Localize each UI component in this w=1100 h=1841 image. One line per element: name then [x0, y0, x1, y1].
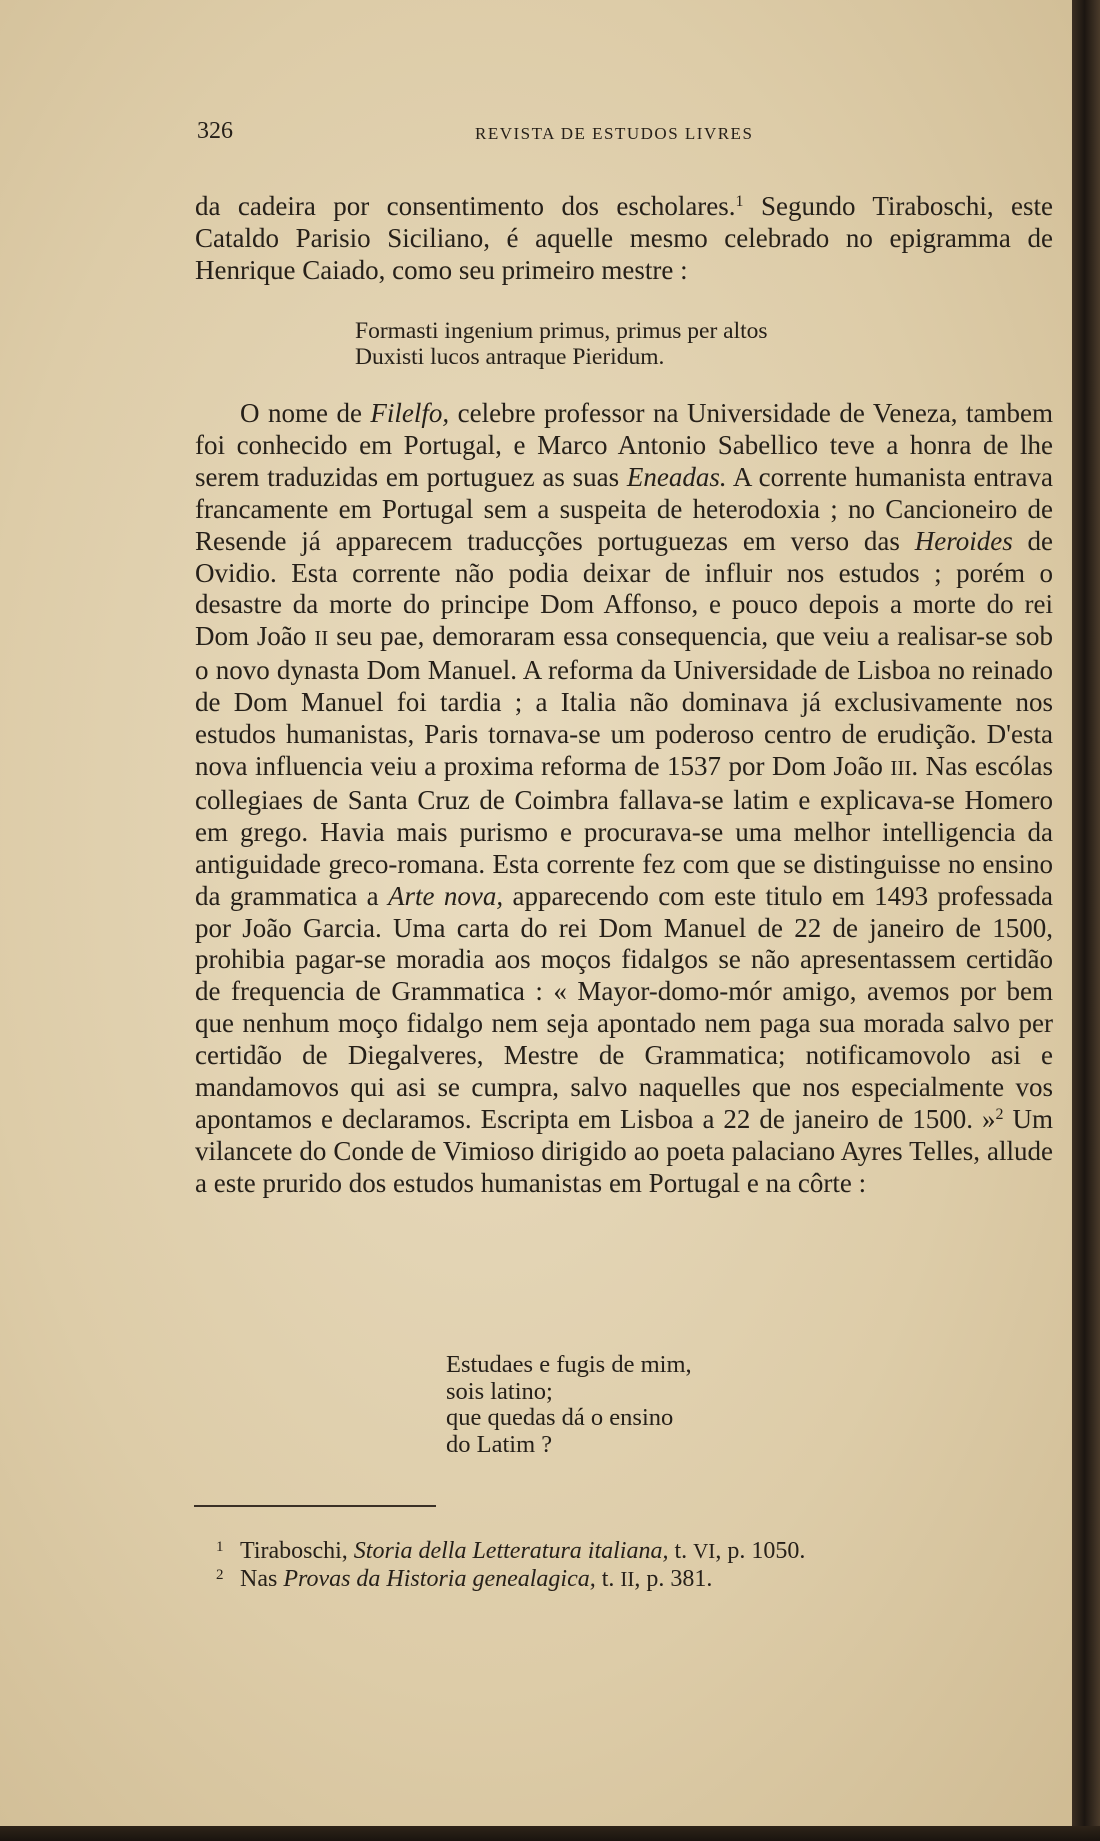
roman-numeral: II: [314, 626, 329, 651]
verse-line: do Latim ?: [446, 1430, 553, 1458]
latin-verse-quote: [355, 319, 768, 370]
footnote-mark: 2: [216, 1567, 224, 1583]
verse-line: sois latino;: [446, 1377, 553, 1405]
footnote-ref-1: 1: [735, 193, 744, 210]
verse-line: Formasti ingenium primus, primus per altos: [355, 318, 768, 344]
verse-line: Duxisti lucos antraque Pieridum.: [355, 343, 665, 370]
roman-numeral: III: [890, 755, 912, 780]
paragraph-1: da cadeira por consentimento dos escholares.$^1$ Segundo Tiraboschi, este Cataldo Parisio Siciliano, é aquelle mesmo celebrado no epigramma de Henrique Caiado, como seu primeiro mestre :: [195, 191, 1053, 285]
footnote-divider: [194, 1505, 436, 1507]
footnote-mark: 1: [216, 1539, 224, 1555]
footnote-2: 2 Nas Provas da Historia genealagica, t. II, p. 381.: [240, 1565, 805, 1593]
verse-line: Estudaes e fugis de mim,: [446, 1351, 692, 1378]
italic-arte-nova: Arte nova,: [388, 880, 504, 911]
vilancete-verse-quote: [446, 1352, 692, 1458]
book-binding-edge: [1072, 0, 1100, 1841]
italic-heroides: Heroides: [914, 525, 1013, 556]
paragraph-2: O nome de Filelfo, celebre professor na Universidade de Veneza, tambem foi conhecido em Portugal, e Marco Antonio Sabellico teve a honra de lhe serem traduzidas em portuguez as suas Eneadas. A corrente humanista entrava francamente em Portugal sem a suspeita de heterodoxia ; no Cancioneiro de Resende já apparecem traducções portuguezas em verso das Heroides de Ovidio. Esta corrente não podia deixar de influir nos estudos ; porém o desastre da morte do principe Dom Affonso, e pouco depois a morte do rei Dom João II seu pae, demoraram essa consequencia, que veiu a realisar-se sob o novo dynasta Dom Manuel. A reforma da Universidade de Lisboa no reinado de Dom Manuel foi tardia ; a Italia não dominava já exclusivamente nos estudos humanistas, Paris tornava-se um poderoso centro de erudição. D'esta nova influencia veiu a proxima reforma de 1537 por Dom João III. Nas escólas collegiaes de Santa Cruz de Coimbra fallava-se latim e explicava-se Homero em grego. Havia mais purismo e procurava-se uma melhor intelligencia da antiguidade greco-romana. Esta corrente fez com que se distinguisse no ensino da grammatica a Arte nova, apparecendo com este titulo em 1493 professada por João Garcia. Uma carta do rei Dom Manuel de 22 de janeiro de 1500, prohibia pagar-se moradia aos moços fidalgos se não apresentassem certidão de frequencia de Grammatica : « Mayor-domo-mór amigo, avemos por bem que nenhum moço fidalgo nem seja apontado nem paga sua morada salvo per certidão de Diegalveres, Mestre de Grammatica; notificamovolo asi e mandamovos qui asi se cumpra, salvo naquelles que nos especialmente vos apontamos e declaramos. Escripta em Lisboa a 22 de janeiro de 1500. »$^2$ Um vilancete do Conde de Vimioso dirigido ao poeta palaciano Ayres Telles, allude a este prurido dos estudos humanistas em Portugal e na côrte :: [195, 398, 1054, 1198]
italic-filelfo: Filelfo,: [370, 398, 450, 428]
footnotes: [216, 1537, 806, 1593]
footnote-ref-2: 2: [995, 1105, 1004, 1123]
page-bottom-shadow: [0, 1826, 1100, 1841]
verse-line: que quedas dá o ensino: [446, 1404, 674, 1431]
page-number: 326: [197, 118, 233, 144]
page-header: [0, 118, 1072, 146]
italic-eneadas: Eneadas.: [626, 461, 727, 492]
footnote-1: 1 Tiraboschi, Storia della Letteratura italiana, t. VI, p. 1050.: [240, 1537, 805, 1565]
running-title: REVISTA DE ESTUDOS LIVRES: [475, 124, 754, 143]
